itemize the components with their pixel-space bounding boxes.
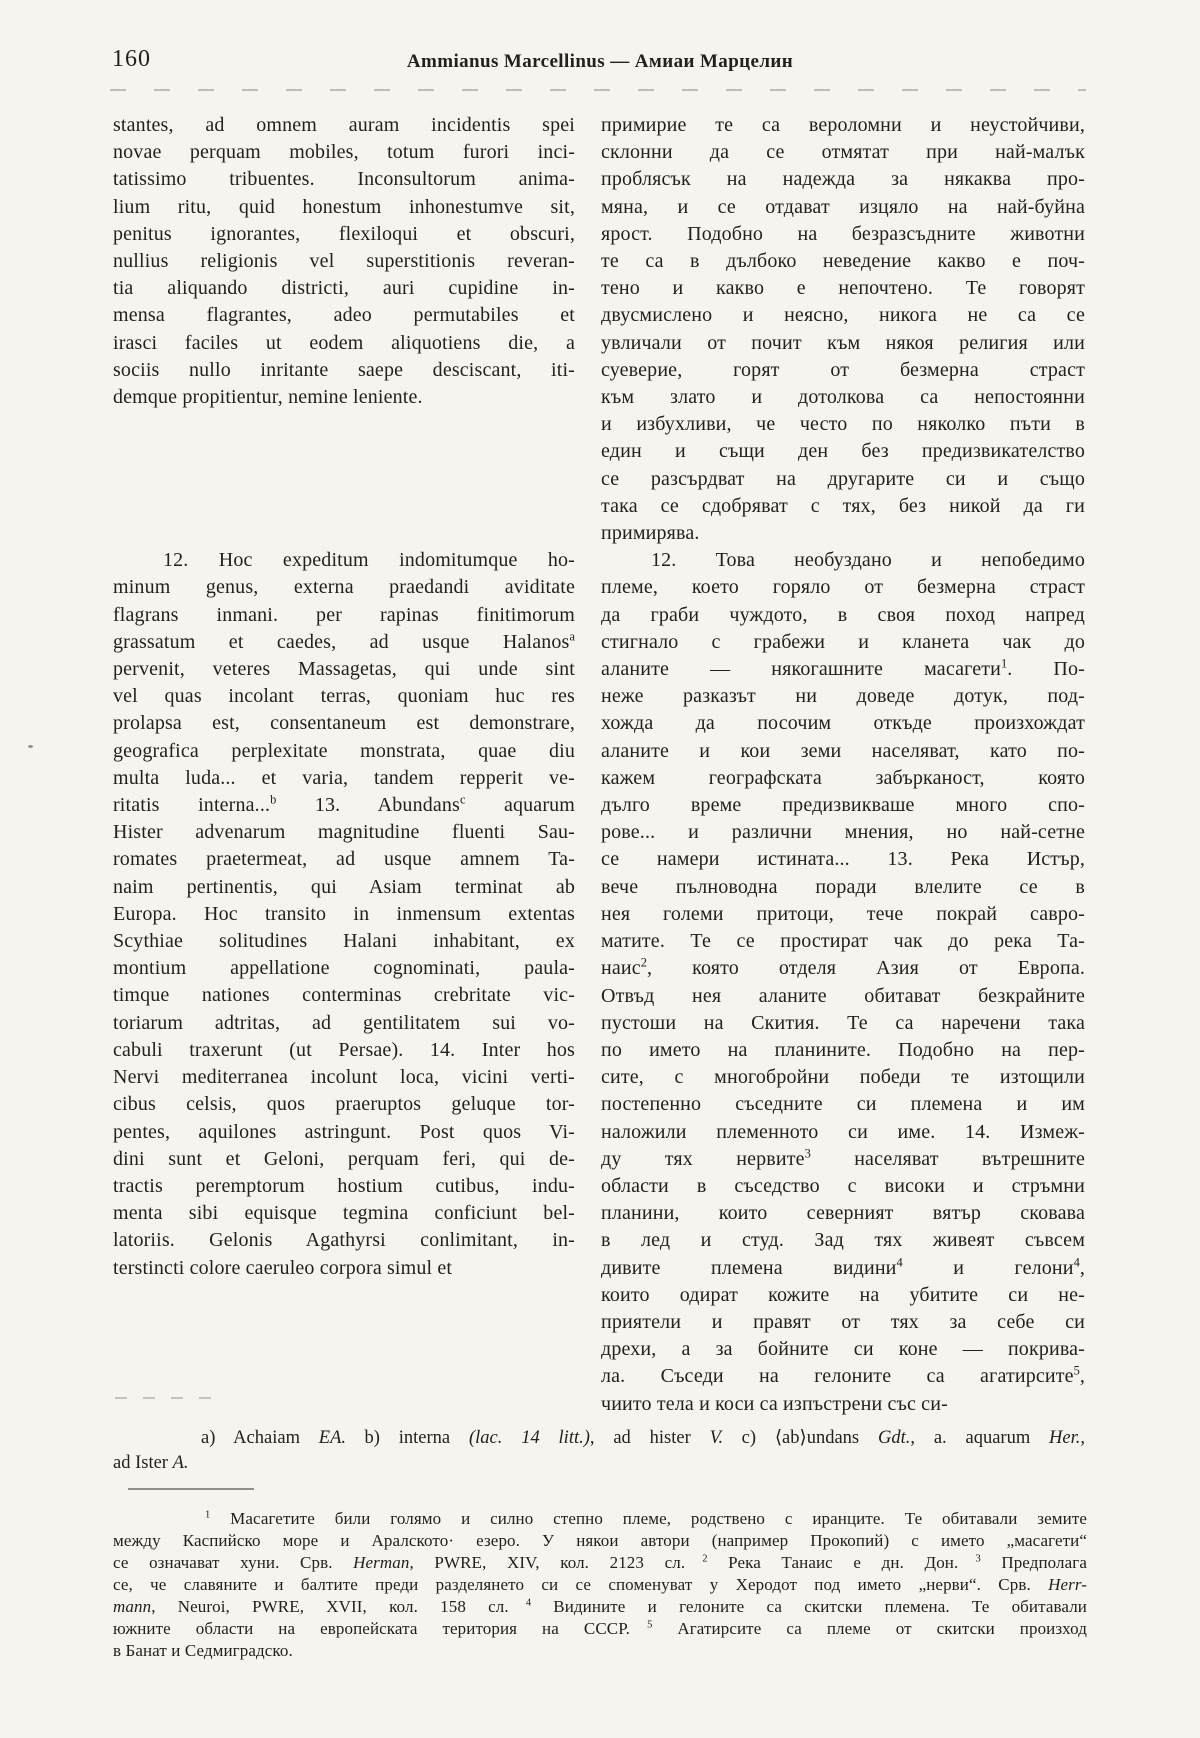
text-line: [113, 1552, 1087, 1574]
text-segment: [509, 1597, 526, 1616]
text-line: tia aliquando districti, auri cupidine in-: [113, 277, 575, 300]
text-line: постепенно съседните си племена и им: [601, 1093, 1085, 1116]
text-line: latoriis. Gelonis Agathyrsi conlimitant, in-: [113, 1229, 575, 1252]
critical-apparatus: [113, 1426, 1085, 1476]
latin-paragraph-11: [113, 112, 575, 411]
text-line: [113, 629, 575, 656]
text-segment: , която отделя Азия от Европа.: [646, 957, 1085, 980]
text-line: terstincti colore caeruleo corpora simul et: [113, 1256, 453, 1279]
text-line: dini sunt et Geloni, perquam feri, qui de-: [113, 1147, 575, 1170]
text-line: двусмислено и неясно, никога не са се: [601, 304, 1085, 327]
text-line: 12. Hoc expeditum indomitumque ho-: [163, 549, 575, 572]
text-segment: ла. Съседи на гелоните са агатирсите: [601, 1365, 1074, 1388]
text-line: вече пълноводна поради влелите се в: [601, 875, 1085, 898]
bulgarian-paragraph-11: [601, 112, 1085, 547]
text-line: по името на планините. Подобно на пер-: [601, 1038, 1085, 1061]
text-line: flagrans inmani. per rapinas finitimorum: [113, 603, 575, 626]
text-segment: [958, 1553, 975, 1572]
text-segment: наис: [601, 957, 641, 980]
text-line: области в съседство с високи и стръмни: [601, 1174, 1085, 1197]
text-line: pervenit, veteres Massagetas, qui unde sint: [113, 658, 575, 681]
italic-text: Herman: [353, 1553, 410, 1572]
text-line: prolapsa est, consentaneum est demonstrare,: [113, 712, 575, 735]
text-segment: [630, 1619, 647, 1638]
footnote-marker: 3: [975, 1553, 981, 1565]
text-line: приятели и правят от тях за себе си: [601, 1310, 1085, 1333]
footnote-marker: 4: [896, 1254, 903, 1269]
text-line: Отвъд нея аланите обитават безкрайните: [601, 984, 1085, 1007]
text-line: примирие те са вероломни и неустойчиви,: [601, 114, 1085, 136]
text-segment: Видините и гелоните са скитски племена. Те обитавали: [531, 1597, 1087, 1616]
text-line: планини, които северният вятър сковава: [601, 1202, 1085, 1225]
italic-text: mann: [113, 1597, 152, 1616]
text-line: в лед и студ. Зад тях живеят съвсем: [601, 1229, 1085, 1252]
footnote-marker: 1: [205, 1509, 211, 1521]
text-segment: [346, 1428, 365, 1448]
text-segment: ду тях нервите: [601, 1147, 805, 1170]
footnote-marker: c: [459, 792, 466, 807]
margin-artifact-dot: [28, 745, 33, 748]
text-segment: c) ⟨ab⟩undans: [741, 1428, 878, 1448]
text-line: cabuli traxerunt (ut Persae). 14. Inter hos: [113, 1038, 575, 1061]
italic-text: A.: [172, 1453, 189, 1473]
text-line: те са в дълбоко неведение какво е поч-: [601, 250, 1085, 273]
text-line: сите, с многобройни победи те изтощили: [601, 1066, 1085, 1089]
text-line: pentes, aquilones astringunt. Post quos Vi-: [113, 1120, 575, 1143]
text-line: multa luda... et varia, tandem repperit ve-: [113, 766, 575, 789]
bulgarian-paragraph-12: [601, 547, 1085, 1418]
text-line: [601, 1146, 1085, 1173]
text-segment: се, че славяните и балтите преди разделянето си се споменуват у Херодот под името „нерви“. Срв.: [113, 1575, 1049, 1594]
text-line: stantes, ad omnem auram incidentis spei: [113, 114, 575, 136]
text-line: menta sibi equisque tegmina conficiunt bel-: [113, 1202, 575, 1225]
text-line: [113, 1451, 1085, 1476]
header-rule: [110, 89, 1086, 91]
margin-artifact-dashes: [115, 1397, 223, 1399]
text-line: [113, 1596, 1087, 1618]
footnote-marker: 4: [525, 1597, 532, 1609]
footnote-marker: 4: [1073, 1254, 1080, 1269]
text-line: рове... и различни мнения, но най-сетне: [601, 821, 1085, 844]
latin-column: [113, 112, 575, 1418]
italic-text: Gdt.: [877, 1428, 911, 1448]
italic-text: EA.: [318, 1428, 347, 1448]
footnotes: [113, 1508, 1087, 1662]
text-segment: Предполага: [980, 1553, 1087, 1572]
footnote-marker: 3: [804, 1146, 811, 1161]
text-line: timque nationes conterminas crebritate vic-: [113, 984, 575, 1007]
text-segment: , PWRE, XIV, кол. 2123 сл.: [409, 1553, 686, 1572]
text-line: minum genus, externa praedandi aviditate: [113, 576, 575, 599]
bulgarian-column: [601, 112, 1085, 1418]
text-segment: . По-: [1007, 658, 1085, 681]
text-line: дрехи, а за бойните си коне — покрива-: [601, 1338, 1085, 1361]
text-segment: , Neuroi, PWRE, XVII, кол. 158 сл.: [151, 1597, 509, 1616]
footnote-marker: 1: [1001, 656, 1008, 671]
text-line: аланите и кои земи населяват, като по-: [601, 739, 1085, 762]
footnote-marker: 5: [647, 1619, 653, 1631]
text-line: склонни да се отмятат при най-малък: [601, 141, 1085, 164]
footnote-rule: [128, 1488, 254, 1490]
text-line: Scythiae solitudines Halani inhabitant, ex: [113, 930, 575, 953]
footnote-marker: 2: [640, 955, 647, 970]
text-segment: дивите племена видини: [601, 1256, 897, 1279]
text-segment: grassatum et caedes, ad usque Halanos: [113, 630, 570, 653]
text-line: sociis nullo inritante saepe desciscant, iti-: [113, 358, 575, 381]
text-line: [113, 1426, 1085, 1451]
text-line: неже разказът ни доведе дотук, под-: [601, 685, 1085, 708]
text-line: [113, 1574, 1087, 1596]
footnote-marker: 2: [702, 1553, 708, 1565]
text-line: geografica perplexitate monstrata, quae diu: [113, 739, 575, 762]
text-segment: 13. Abundans: [276, 794, 460, 817]
text-segment: и гелони: [902, 1256, 1074, 1279]
text-line: матите. Те се простират чак до река Та-: [601, 930, 1085, 953]
latin-paragraph-12: [113, 547, 575, 1281]
text-line: [113, 792, 575, 819]
text-line: суеверие, горят от безмерна страст: [601, 358, 1085, 381]
footnote-marker: b: [270, 792, 277, 807]
text-line: и избухливи, че често по няколко пъти в: [601, 413, 1085, 436]
text-line: mensa flagrantes, adeo permutabiles et: [113, 304, 575, 327]
text-segment: южните области на европейската територия на СССР.: [113, 1619, 630, 1638]
text-segment: аланите — някогашните масагети: [601, 658, 1001, 681]
text-segment: Река Танаис е дн. Дон.: [707, 1553, 959, 1572]
text-line: така се сдобряват с тях, без никой да ги: [601, 494, 1085, 517]
page-number: 160: [112, 46, 151, 72]
text-segment: населяват вътрешните: [810, 1147, 1086, 1170]
italic-text: (lac. 14 litt.): [468, 1428, 590, 1448]
text-line: племе, което горяло от безмерна страст: [601, 576, 1085, 599]
text-segment: , a. aquarum: [910, 1428, 1050, 1448]
text-line: кажем географската забърканост, която: [601, 766, 1085, 789]
text-line: нея големи притоци, тече покрай савро-: [601, 902, 1085, 925]
text-segment: Масагетите били голямо и силно степно племе, родствено с иранците. Те обитавали земите: [210, 1509, 1087, 1528]
italic-text: Her.,: [1049, 1428, 1086, 1448]
text-line: проблясък на надежда за някаква про-: [601, 168, 1085, 191]
text-line: в Банат и Седмиградско.: [113, 1641, 293, 1660]
text-line: vel quas incolant terras, quoniam huc res: [113, 685, 575, 708]
text-line: Hister advenarum magnitudine fluenti Sau-: [113, 821, 575, 844]
text-line: които одират кожите на убитите си не-: [601, 1283, 1085, 1306]
text-line: [601, 955, 1085, 982]
text-line: стигнало с грабежи и кланета чак до: [601, 630, 1085, 653]
text-line: romates praetermeat, ad usque amnem Ta-: [113, 848, 575, 871]
text-line: naim pertinentis, qui Asiam terminat ab: [113, 875, 575, 898]
text-line: cibus celsis, quos praeruptos geluque tor-: [113, 1093, 575, 1116]
text-segment: [685, 1553, 702, 1572]
text-line: nullius religionis vel superstitionis reveran-: [113, 250, 575, 273]
text-segment: се означават хуни. Срв.: [113, 1553, 354, 1572]
text-line: хожда да посочим откъде произхождат: [601, 712, 1085, 735]
text-line: [601, 1255, 1085, 1282]
italic-text: Herr-: [1048, 1575, 1087, 1594]
text-line: tractis peremptorum hostium cutibus, indu-: [113, 1174, 575, 1197]
text-line: montium appellatione cognominati, paula-: [113, 957, 575, 980]
text-segment: ,: [1079, 1256, 1085, 1279]
text-line: demque propitientur, nemine leniente.: [113, 386, 423, 409]
text-line: Nervi mediterranea incolunt loca, vicini verti-: [113, 1066, 575, 1089]
text-columns: [113, 112, 1085, 1418]
text-line: penitus ignorantes, flexiloqui et obscuri,: [113, 222, 575, 245]
text-segment: Агатирсите са племе от скитски произход: [652, 1619, 1087, 1638]
text-line: toriarum adtritas, ad gentilitatem sui vo-: [113, 1011, 575, 1034]
running-title: Ammianus Marcellinus — Амиаи Марцелин: [406, 51, 794, 72]
text-segment: b) interna: [364, 1428, 469, 1448]
text-line: Europa. Hoc transito in inmensum extentas: [113, 902, 575, 925]
text-segment: ad Ister: [113, 1453, 173, 1473]
text-line: 12. Това необуздано и непобедимо: [651, 549, 1085, 572]
text-segment: aquarum: [465, 794, 576, 817]
text-line: се разсърдват на другарите си и също: [601, 467, 1085, 490]
text-line: novae perquam mobiles, totum furori inci-: [113, 141, 575, 164]
text-line: наложили племенното си име. 14. Измеж-: [601, 1120, 1085, 1143]
text-line: lium ritu, quid honestum inhonestumve sit,: [113, 195, 575, 218]
text-line: [113, 1508, 1087, 1530]
text-line: пустоши на Скития. Те са наречени така: [601, 1011, 1085, 1034]
text-line: към злато и дотолкова са непостоянни: [601, 386, 1085, 409]
text-line: между Каспийско море и Аралското· езеро. У някои автори (например Прокопий) с името „масагети“: [113, 1531, 1087, 1550]
text-line: ярост. Подобно на безразсъдните животни: [601, 222, 1085, 245]
italic-text: V.: [709, 1428, 724, 1448]
text-segment: ritatis interna...: [113, 794, 271, 817]
text-segment: a) Achaiam: [201, 1428, 319, 1448]
text-segment: ,: [1079, 1365, 1085, 1388]
text-line: да граби чуждото, в своя поход напред: [601, 603, 1085, 626]
text-line: примирява.: [601, 522, 700, 545]
text-line: чиито тела и коси са изпъстрени със си-: [601, 1392, 948, 1415]
text-line: дълго време предизвикваше много спо-: [601, 794, 1085, 817]
text-line: мяна, и се отдават изцяло на най-буйна: [601, 195, 1085, 218]
text-line: tatissimo tribuentes. Inconsultorum anima-: [113, 168, 575, 191]
footnote-marker: 5: [1073, 1363, 1080, 1378]
text-line: един и същи ден без предизвикателство: [601, 440, 1085, 463]
text-segment: [723, 1428, 742, 1448]
text-line: [601, 656, 1085, 683]
text-line: [113, 1618, 1087, 1640]
text-line: се намери истината... 13. Река Истър,: [601, 848, 1085, 871]
text-line: увличали от почит към някоя религия или: [601, 331, 1085, 354]
text-line: тено и какво е непочтено. Те говорят: [601, 277, 1085, 300]
text-line: irasci faciles ut eodem aliquotiens die, a: [113, 331, 575, 354]
text-segment: , ad hister: [589, 1428, 710, 1448]
footnote-marker: a: [569, 629, 575, 644]
text-line: [601, 1363, 1085, 1390]
